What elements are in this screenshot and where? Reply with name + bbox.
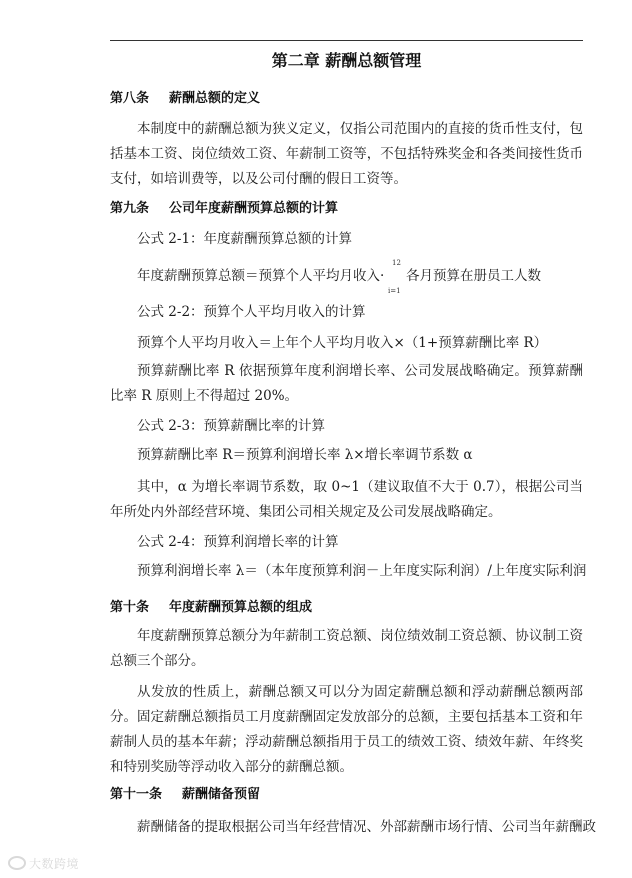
formula-label: 公式 2-1：年度薪酬预算总额的计算 bbox=[137, 231, 353, 247]
paragraph: 年度薪酬预算总额分为年薪制工资总额、岗位绩效制工资总额、协议制工资总额三个部分。 bbox=[110, 628, 583, 669]
article-title: 年度薪酬预算总额的组成 bbox=[169, 600, 313, 615]
watermark-text: 大数跨境 bbox=[29, 857, 80, 871]
article-number: 第九条 bbox=[110, 201, 150, 216]
formula-1-left: 年度薪酬预算总额＝预算个人平均月收入· bbox=[137, 268, 385, 284]
sum-upper-limit: 12 bbox=[392, 259, 401, 267]
article-title: 公司年度薪酬预算总额的计算 bbox=[169, 201, 339, 216]
formula-2: 预算个人平均月收入＝上年个人平均月收入×（1+预算薪酬比率 R） bbox=[137, 335, 548, 351]
paragraph: 薪酬储备的提取根据公司当年经营情况、外部薪酬市场行情、公司当年薪酬政 bbox=[137, 819, 596, 835]
formula-label: 公式 2-4：预算利润增长率的计算 bbox=[137, 534, 339, 550]
wechat-logo-icon bbox=[8, 856, 26, 870]
watermark bbox=[8, 855, 79, 872]
section-heading-11 bbox=[110, 783, 260, 802]
formula-4: 预算利润增长率 λ＝（本年度预算利润－上年度实际利润）/上年度实际利润 bbox=[137, 563, 587, 579]
formula-label: 公式 2-2：预算个人平均月收入的计算 bbox=[137, 304, 366, 320]
paragraph: 其中，α 为增长率调节系数，取 0~1（建议取值不大于 0.7），根据公司当年所处内外部经营环境、集团公司相关规定及公司发展战略确定。 bbox=[110, 479, 583, 520]
section-heading-9 bbox=[110, 197, 338, 216]
article-number: 第十一条 bbox=[110, 787, 163, 802]
article-number: 第十条 bbox=[110, 600, 150, 615]
paragraph: 本制度中的薪酬总额为狭义定义，仅指公司范围内的直接的货币性支付，包括基本工资、岗位绩效工资、年薪制工资等，不包括特殊奖金和各类间接性货币支付，如培训费等，以及公司付酬的假日工资等。 bbox=[110, 121, 583, 187]
article-title: 薪酬总额的定义 bbox=[169, 91, 261, 106]
top-rule bbox=[110, 40, 583, 41]
formula-3: 预算薪酬比率 R＝预算利润增长率 λ×增长率调节系数 α bbox=[137, 447, 473, 463]
section-heading-8 bbox=[110, 87, 260, 106]
section-heading-10 bbox=[110, 596, 312, 615]
paragraph: 预算薪酬比率 R 依据预算年度利润增长率、公司发展战略确定。预算薪酬比率 R 原则上不得超过 20%。 bbox=[110, 363, 583, 404]
formula-label: 公式 2-3：预算薪酬比率的计算 bbox=[137, 418, 326, 434]
sum-lower-limit: i=1 bbox=[388, 287, 401, 295]
paragraph: 从发放的性质上，薪酬总额又可以分为固定薪酬总额和浮动薪酬总额两部分。固定薪酬总额指员工月度薪酬固定发放部分的总额，主要包括基本工资和年薪制人员的基本年薪；浮动薪酬总额指用于员工的绩效工资、绩效年薪、年终奖和特别奖励等浮动收入部分的薪酬总额。 bbox=[110, 684, 583, 775]
article-number: 第八条 bbox=[110, 91, 150, 106]
formula-1-right: 各月预算在册员工人数 bbox=[406, 268, 541, 284]
chapter-title: 第二章 薪酬总额管理 bbox=[271, 51, 422, 70]
article-title: 薪酬储备预留 bbox=[182, 787, 261, 802]
